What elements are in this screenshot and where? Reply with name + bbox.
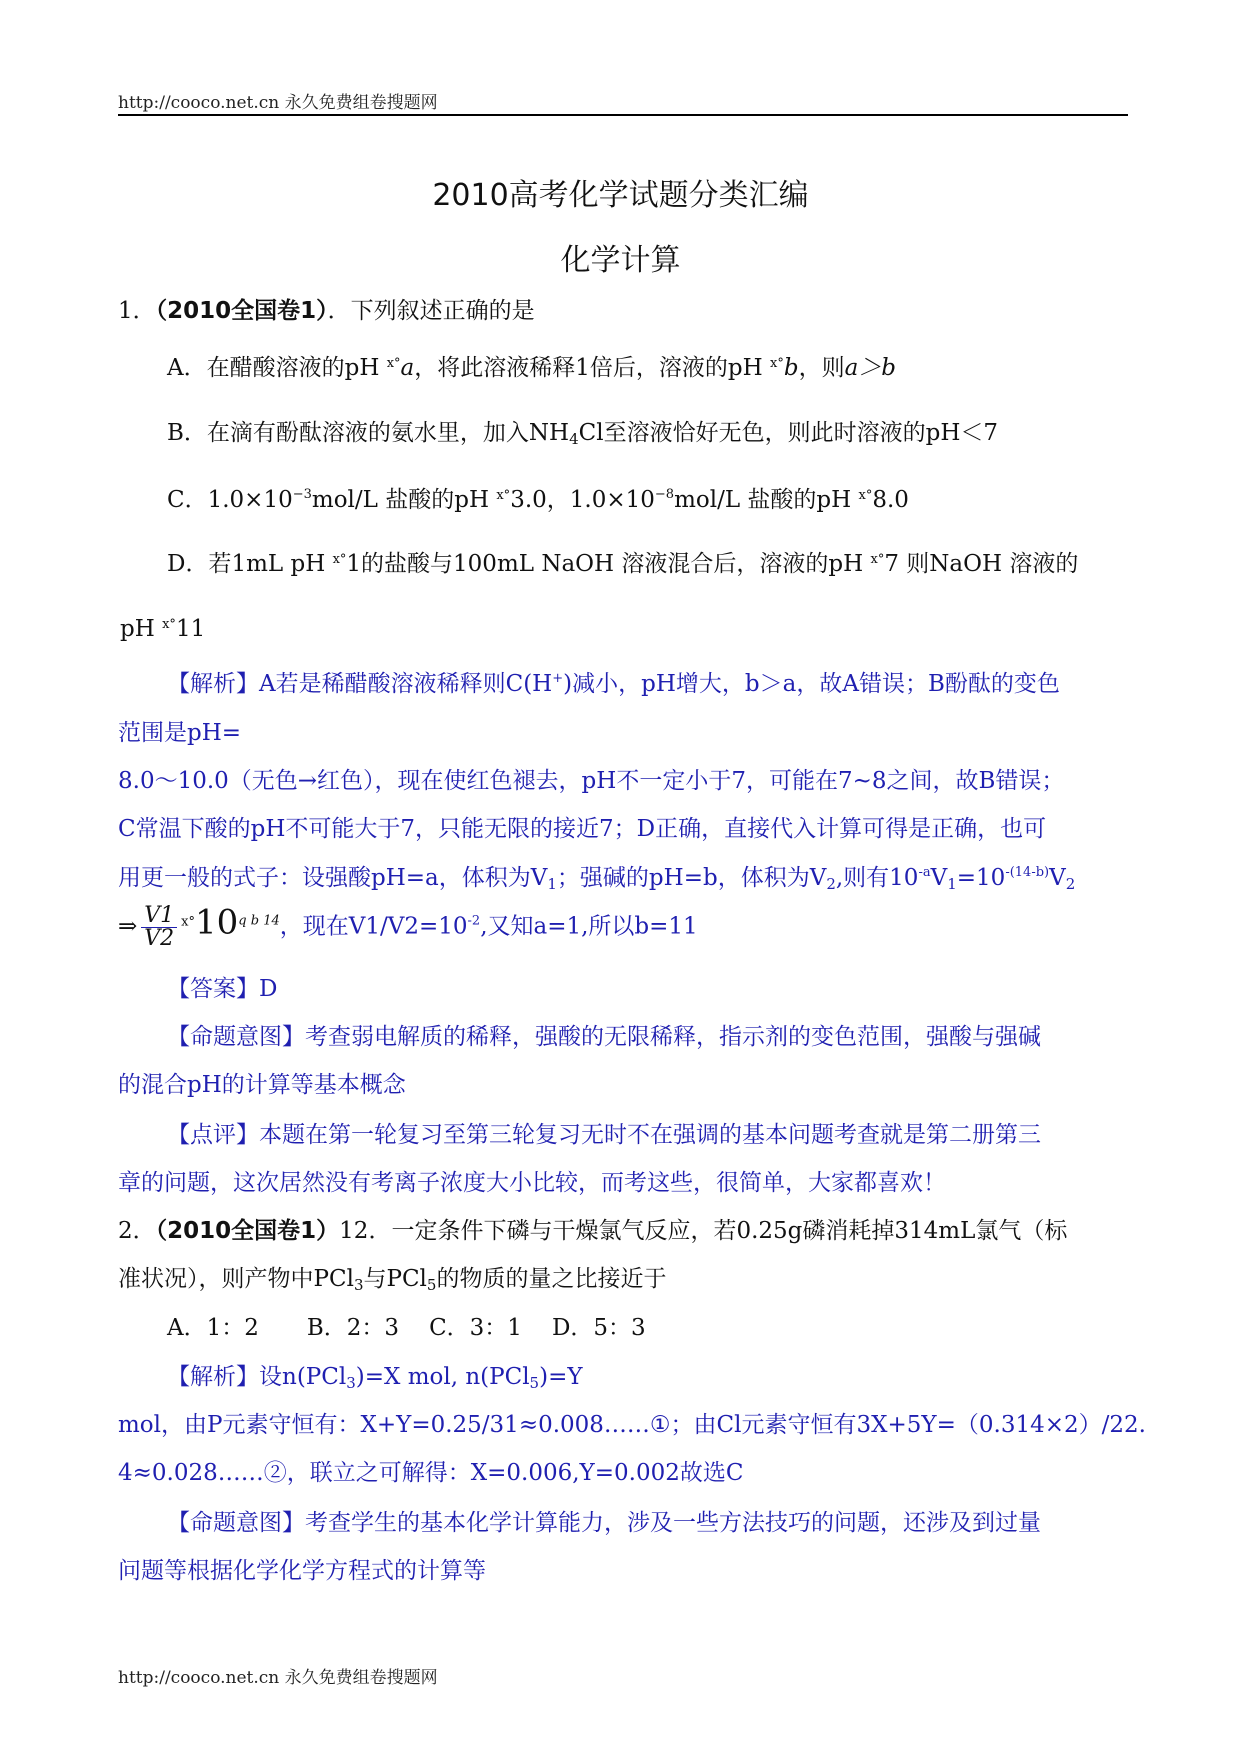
fraction <box>141 905 177 950</box>
q1-option-d <box>167 553 1078 576</box>
q1-option-c-sup1: −3 <box>292 487 312 502</box>
a1-l5-s1: 1 <box>547 875 557 893</box>
q1-option-a <box>167 357 896 380</box>
power-exponent: q b 14 <box>238 913 280 929</box>
garbled-mark: x° <box>181 914 196 930</box>
a1-l1-sup: + <box>552 671 564 686</box>
garbled-mark: x° <box>162 617 176 632</box>
a2-l1-s1: 3 <box>346 1374 356 1392</box>
q1-option-d-3: 7 则NaOH 溶液的 <box>884 551 1079 577</box>
q1-option-c <box>167 488 909 512</box>
q1-option-d-cont-2: 11 <box>175 616 206 642</box>
q1-option-c-2: mol/L 盐酸的pH <box>311 487 497 513</box>
garbled-mark: x° <box>870 552 885 567</box>
fraction-numerator: V1 <box>141 905 177 928</box>
q1-option-a-compare: a＞b <box>844 355 897 381</box>
a1-review-line2: 章的问题，这次居然没有考离子浓度大小比较，而考这些，很简单，大家都喜欢！ <box>118 1170 946 1196</box>
garbled-mark: x° <box>386 356 401 371</box>
power-of-ten: 10 <box>195 902 239 943</box>
a1-l6-sup: -2 <box>467 913 481 929</box>
q2-option-a: A．1：2 <box>167 1315 259 1341</box>
a1-l6-rest: ，现在V1/V2=10 <box>279 913 468 940</box>
a1-l5-s2: 2 <box>826 875 836 893</box>
a1-l5-s3: 1 <box>947 875 957 893</box>
a1-analysis-line5 <box>118 866 1075 892</box>
page-footer: http://cooco.net.cn 永久免费组卷搜题网 <box>118 1668 438 1688</box>
q1-option-d-cont <box>120 618 205 641</box>
a1-analysis-line6 <box>118 902 698 951</box>
a1-l5-4: V <box>930 865 948 891</box>
q1-question: ．下列叙述正确的是 <box>327 298 535 324</box>
q1-number: 1． <box>118 298 156 324</box>
garbled-mark: x° <box>770 356 784 371</box>
q1-option-c-3: 3.0，1.0×10 <box>510 487 655 513</box>
q1-option-a-text: A．在醋酸溶液的pH <box>167 355 387 381</box>
q2-source: （2010全国卷1） <box>155 1218 340 1244</box>
a2-l1-2: )=X mol, n(PCl <box>355 1364 530 1390</box>
q1-option-b <box>167 422 998 447</box>
q2-stem2-s1: 3 <box>353 1276 364 1294</box>
q2-options <box>167 1317 646 1340</box>
doc-subtitle: 化学计算 <box>560 243 681 278</box>
fraction-denominator: V2 <box>144 926 175 951</box>
q1-option-d-1: D．若1mL pH <box>167 551 333 577</box>
a1-l1-post: )减小，pH增大，b＞a，故A错误；B酚酞的变色 <box>563 671 1060 697</box>
q2-stem2-3: 的物质的量之比接近于 <box>436 1266 667 1292</box>
q1-option-c-1: C．1.0×10 <box>167 487 293 513</box>
q1-stem <box>118 300 535 323</box>
a2-analysis-line3: 4≈0.028……②，联立之可解得：X=0.006,Y=0.002故选C <box>118 1460 744 1486</box>
a1-l5-2: ；强碱的pH=b，体积为V <box>556 865 827 891</box>
a1-analysis-line3: 8.0～10.0（无色→红色），现在使红色褪去，pH不一定小于7，可能在7~8之间，故B错误； <box>118 768 1065 794</box>
q2-stem-line2 <box>118 1268 666 1293</box>
garbled-mark: x° <box>858 488 873 503</box>
a1-intent-line1: 【命题意图】考查弱电解质的稀释，强酸的无限稀释，指示剂的变色范围，强酸与强碱 <box>167 1024 1041 1050</box>
a1-answer: 【答案】D <box>167 976 278 1002</box>
a1-l5-6: V <box>1049 865 1066 891</box>
a2-intent-line2: 问题等根据化学化学方程式的计算等 <box>118 1558 486 1584</box>
q2-stem <box>118 1220 1067 1243</box>
a2-analysis-line1 <box>167 1366 583 1391</box>
a2-analysis-line2: mol，由P元素守恒有：X+Y=0.25/31≈0.008……①；由Cl元素守恒有3X+5Y=（0.314×2）/22. <box>118 1412 1146 1438</box>
q1-source: （2010全国卷1） <box>155 298 328 324</box>
a1-l5-sup1: -a <box>918 865 931 880</box>
a1-l5-1: 用更一般的式子：设强酸pH=a，体积为V <box>118 865 548 891</box>
doc-title: 2010高考化学试题分类汇编 <box>432 178 809 213</box>
a1-analysis-line1 <box>167 672 1060 696</box>
a1-l5-sup2: -(14-b) <box>1005 865 1050 880</box>
q2-option-c: C．3：1 <box>429 1315 522 1341</box>
a2-intent-line1: 【命题意图】考查学生的基本化学计算能力，涉及一些方法技巧的问题，还涉及到过量 <box>167 1510 1041 1536</box>
a1-l6-end: ,又知a=1,所以b=11 <box>480 913 698 940</box>
q2-option-d: D．5：3 <box>551 1315 646 1341</box>
q2-number: 2． <box>118 1218 156 1244</box>
page-header: http://cooco.net.cn 永久免费组卷搜题网 <box>118 93 438 113</box>
q1-option-d-cont-1: pH <box>120 616 163 642</box>
q1-option-a-mid: ，将此溶液稀释1倍后，溶液的pH <box>414 355 770 381</box>
q1-option-a-end: ，则 <box>798 355 845 381</box>
a1-intent-line2: 的混合pH的计算等基本概念 <box>118 1072 406 1098</box>
a2-l1-s2: 5 <box>529 1374 540 1392</box>
q1-option-b-post: Cl至溶液恰好无色，则此时溶液的pH＜7 <box>578 420 999 446</box>
a1-l5-5: =10 <box>956 865 1006 891</box>
a1-analysis-line2: 范围是pH= <box>118 720 242 746</box>
a1-l5-3: ,则有10 <box>835 865 919 891</box>
a1-l5-s4: 2 <box>1065 875 1076 893</box>
a2-l1-1: 【解析】设n(PCl <box>167 1364 347 1390</box>
implies-arrow: ⇒ <box>118 913 138 940</box>
a1-l1-pre: 【解析】A若是稀醋酸溶液稀释则C(H <box>167 671 553 697</box>
q2-question: 12．一定条件下磷与干燥氯气反应，若0.25g磷消耗掉314mL氯气（标 <box>339 1218 1068 1244</box>
q2-stem2-s2: 5 <box>426 1276 437 1294</box>
a2-l1-3: )=Y <box>539 1364 583 1390</box>
var-b: b <box>783 355 799 381</box>
q1-option-b-sub: 4 <box>569 430 579 448</box>
q1-option-c-4: mol/L 盐酸的pH <box>674 487 859 513</box>
garbled-mark: x° <box>496 488 511 503</box>
q1-option-c-5: 8.0 <box>872 487 909 513</box>
q2-option-b: B．2：3 <box>306 1315 400 1341</box>
q1-option-b-pre: B．在滴有酚酞溶液的氨水里，加入NH <box>167 420 570 446</box>
q2-stem2-2: 与PCl <box>363 1266 427 1292</box>
q2-stem2-1: 准状况），则产物中PCl <box>118 1266 354 1292</box>
q1-option-c-sup2: −8 <box>654 487 675 502</box>
q1-option-d-2: 1的盐酸与100mL NaOH 溶液混合后，溶液的pH <box>346 551 871 577</box>
garbled-mark: x° <box>332 552 347 567</box>
a1-review-line1: 【点评】本题在第一轮复习至第三轮复习无时不在强调的基本问题考查就是第二册第三 <box>167 1122 1041 1148</box>
var-a: a <box>400 355 415 381</box>
a1-analysis-line4: C常温下酸的pH不可能大于7，只能无限的接近7；D正确，直接代入计算可得是正确，也可 <box>118 816 1047 842</box>
header-rule <box>118 114 1128 116</box>
